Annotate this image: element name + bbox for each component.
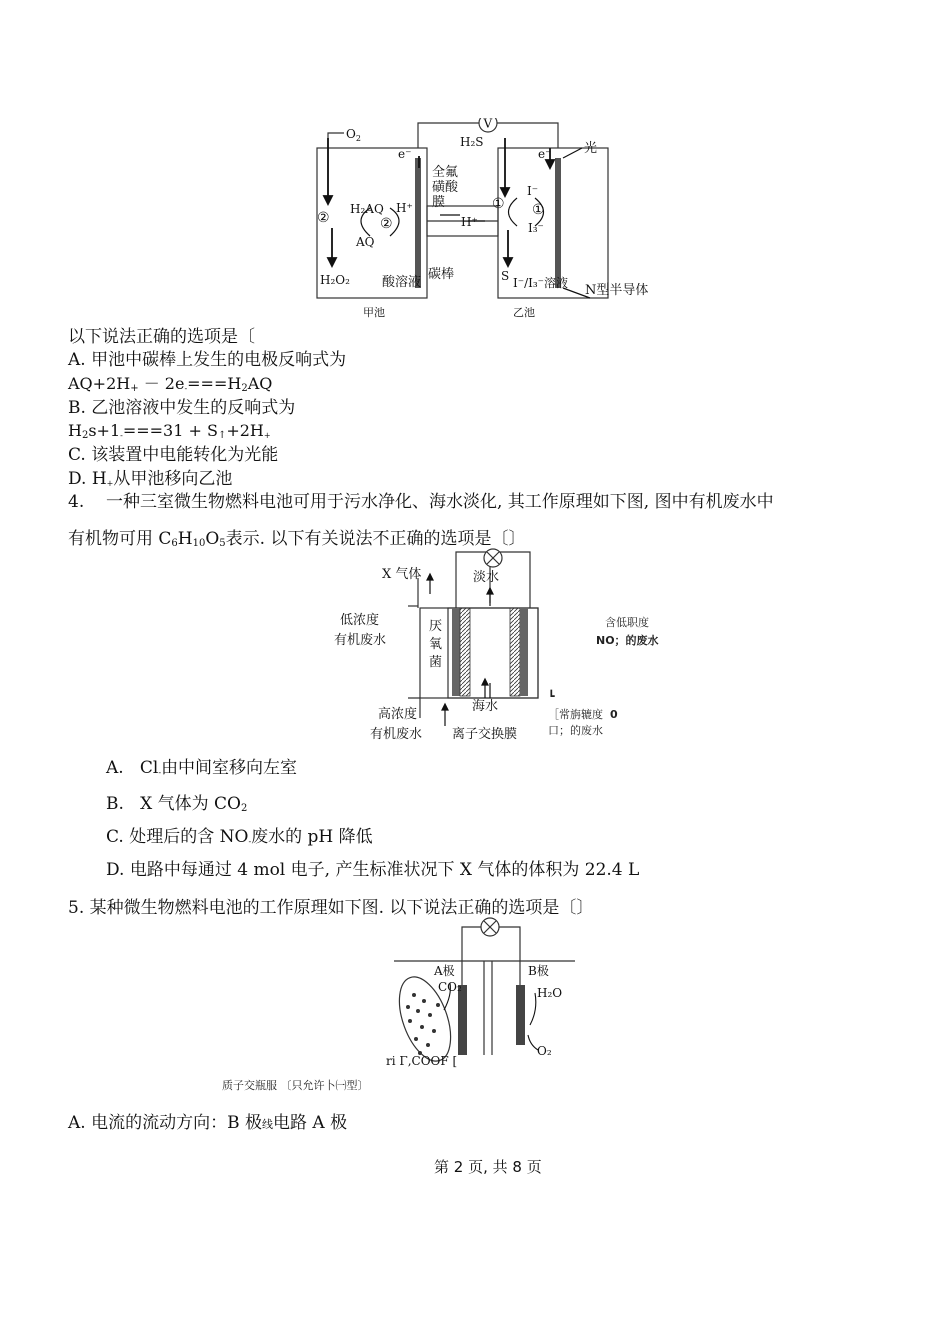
h2o2-label: H₂O₂ (320, 273, 350, 287)
o2-label: O₂ (537, 1044, 552, 1058)
ion-membrane-right (510, 608, 520, 696)
side-note-2: NO；的废水 (596, 634, 659, 647)
sulfur-label: S (501, 269, 510, 283)
h2s-label: H₂S (460, 135, 484, 149)
electron-right-label: e⁻ (538, 147, 552, 161)
question4-option-d: D. 电路中每通过 4 mol 电子, 产生标准状况下 X 气体的体积为 22.4 L (106, 860, 640, 880)
iodide-label: I⁻ (527, 184, 539, 198)
ion-membrane-left (460, 608, 470, 696)
side-note-3: ┗ (548, 690, 555, 703)
low-concentration-label-2: 有机废水 (334, 633, 387, 648)
o2-label: $O_2$ (346, 127, 361, 143)
anode-electrode (452, 608, 460, 696)
question4-number: 4. (68, 492, 85, 512)
cell-jia-label: 甲池 (363, 306, 385, 319)
step2-marker-b: ② (380, 216, 393, 232)
cathode-electrode (520, 608, 528, 696)
glucose-label: ri Γ,COOF [ (386, 1054, 458, 1068)
seawater-label: 海水 (472, 699, 499, 714)
question5-stem: 5. 某种微生物燃料电池的工作原理如下图. 以下说法正确的选项是〔〕 (68, 898, 594, 918)
h-plus-left-label: H⁺ (396, 201, 413, 215)
carbon-rod (415, 158, 421, 288)
question3-option-b: B. 乙池溶液中发生的反响式为 (68, 398, 296, 418)
electrode-a (458, 985, 467, 1055)
anaerobe-label-2: 氧 (429, 637, 443, 652)
question3-option-a: A. 甲池中碳棒上发生的电极反响式为 (68, 350, 347, 370)
anaerobe-label-1: 厌 (429, 619, 443, 634)
side-note-4: ［常旃辘度 0 (548, 708, 618, 721)
h-plus-mid-label: H⁺ (461, 215, 478, 229)
electron-left-label: e⁻ (398, 147, 412, 161)
triiodide-label: I₃⁻ (528, 221, 544, 235)
anaerobe-label-3: 菌 (429, 655, 443, 670)
question4-stem-line1: 一种三室微生物燃料电池可用于污水净化、海水淡化, 其工作原理如下图, 图中有机废水中 (106, 492, 774, 512)
cell-yi-label: 乙池 (513, 306, 535, 319)
h2o-label: H₂O (537, 986, 563, 1000)
semiconductor-electrode (555, 158, 561, 288)
electrochemical-cell-diagram (300, 118, 670, 323)
side-note-5: 口；的废水 (548, 724, 603, 737)
step1-marker-a: ① (492, 196, 505, 212)
biofuel-cell-diagram (380, 915, 580, 1075)
question4-option-c: C. 处理后的含 $NO_-$废水的 pH 降低 (106, 827, 373, 847)
light-label: 光 (584, 141, 598, 156)
aq-label: AQ (356, 235, 375, 249)
a-pole-label: A极 (434, 964, 455, 978)
electrode-b (516, 985, 525, 1045)
fresh-water-label: 淡水 (473, 570, 500, 585)
membrane-label-3: 膜 (432, 195, 446, 210)
ion-exchange-membrane-label: 离子交换膜 (452, 727, 518, 742)
voltmeter-label: V (483, 118, 493, 131)
side-note-1: 含低职度 (605, 616, 649, 629)
question3-option-c: C. 该装置中电能转化为光能 (68, 445, 279, 465)
iodide-solution-label: I⁻/I₃⁻溶液 (513, 276, 569, 290)
h2aq-label: H₂AQ (350, 202, 384, 216)
carbon-rod-label: 碳棒 (428, 267, 455, 282)
question5-option-a: A. 电流的流动方向：B 极线电路 A 极 (68, 1113, 348, 1133)
page-footer: 第 2 页, 共 8 页 (434, 1158, 542, 1176)
question3-option-d: D. $H_+$从甲池移向乙池 (68, 469, 233, 489)
microbial-fuel-cell-diagram (330, 548, 570, 744)
question4-stem-line2: 有机物可用 $C_6H_{10}O_5$表示. 以下有关说法不正确的选项是〔〕 (68, 529, 526, 549)
x-gas-label: X 气体 (382, 567, 422, 582)
question3-stem: 以下说法正确的选项是〔 (68, 327, 255, 347)
acid-solution-label: 酸溶液 (382, 275, 422, 290)
n-semiconductor-label: N型半导体 (585, 283, 649, 298)
membrane-label-1: 全氟 (432, 165, 459, 180)
question4-option-b: B. X 气体为 $CO_2$ (106, 794, 248, 814)
b-pole-label: B极 (528, 964, 549, 978)
membrane-label-2: 磺酸 (432, 180, 459, 195)
step2-marker-a: ② (317, 210, 330, 226)
question3-option-b-equation: $H_2s+1_-===31 + S_↑+2H_+$ (68, 421, 271, 441)
question3-option-a-equation: $AQ+2H_+ - 2e_-===H_2AQ$ (68, 374, 273, 394)
step1-marker-b: ① (532, 202, 545, 218)
question4-option-a: A. $Cl_-$由中间室移向左室 (106, 758, 298, 778)
low-concentration-label-1: 低浓度 (340, 613, 380, 628)
co2-label: CO₂ (438, 980, 462, 994)
high-concentration-label-2: 有机废水 (370, 727, 423, 742)
question5-figure-caption: 质子交瓶服 〔只允许卜㈠型〕 (222, 1079, 369, 1092)
high-concentration-label-1: 高浓度 (378, 707, 418, 722)
